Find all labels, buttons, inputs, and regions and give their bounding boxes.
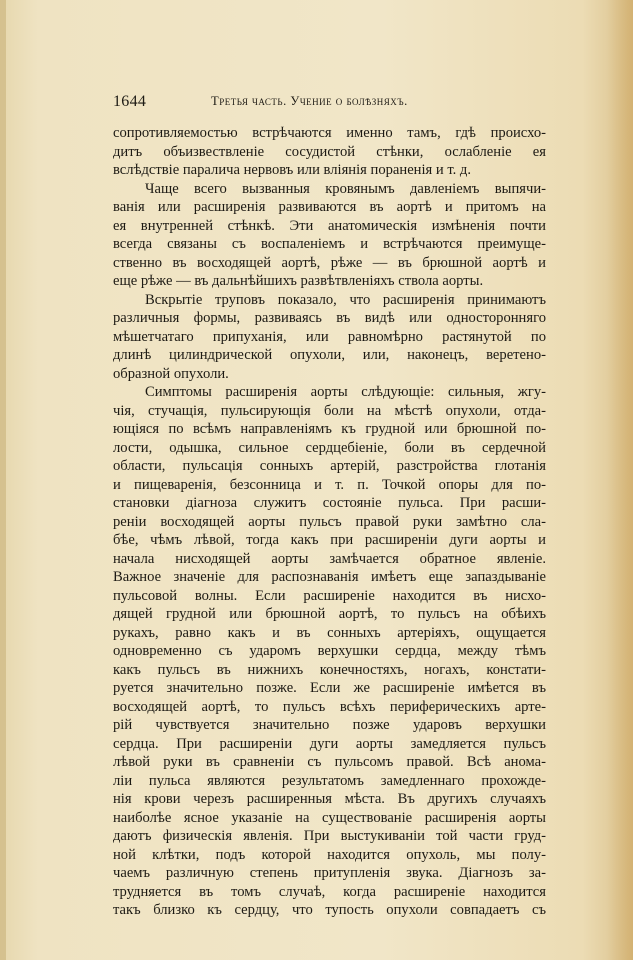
text-line: Чаще всего вызванныя кровянымъ давленіемъ выпячи- [145,180,546,197]
text-line: ліи пульса являются результатомъ замедленнаго прохожде- [113,772,546,789]
text-line: вслѣдствіе паралича нервовъ или вліянія пораненія и т. д. [113,162,472,178]
text-line: различныя формы, развиваясь въ видѣ или односторонняго [113,310,546,326]
text-line: бѣе, чѣмъ лѣвой, тогда какъ при расширеніи дуги аорты и [113,532,546,548]
text-line: восходящей аортѣ, то пульсъ всѣхъ периферическихъ арте- [113,698,546,715]
text-line: сердца. При расширеніи дуги аорты замедляется пульсъ [113,735,546,752]
text-line: лѣвой руки въ сравненіи съ пульсомъ правой. Всѣ анома- [113,754,546,770]
text-line: наиболѣе ясное указаніе на существованіе расширенія аорты [113,809,546,826]
text-line: еще рѣже — въ дальнѣйшихъ развѣтвленіяхъ ствола аорты. [113,273,484,289]
text-line: Симптомы расширенія аорты слѣдующіе: сильныя, жгу- [145,384,546,400]
text-line: пульсовой волны. Если расширеніе находится въ нисхо- [113,587,546,604]
text-line: Вскрытіе труповъ показало, что расширенія принимаютъ [145,291,546,308]
text-line: нія крови черезъ расширенныя мѣста. Въ другихъ случаяхъ [113,791,546,807]
running-title: Третья часть. Учение о болѣзняхъ. [211,94,408,108]
text-line: реніи восходящей аорты пульсъ правой руки замѣтно сла- [113,513,546,530]
text-line: ванія или расширенія развиваются въ аортѣ и притомъ на [113,199,546,215]
text-line: начала нисходящей аорты замѣчается обратное явленіе. [113,550,546,567]
text-line: становки діагноза служитъ состояніе пульса. При расши- [113,495,546,511]
text-line: длинѣ цилиндрической опухоли, или, наконецъ, веретено- [113,347,546,363]
text-line: сопротивляемостью встрѣчаются именно тамъ, гдѣ происхо- [113,125,546,141]
text-line: какъ пульсъ въ нижнихъ конечностяхъ, ногахъ, констати- [113,661,546,678]
text-line: руется значительно позже. Если же расширеніе имѣется въ [113,680,546,696]
text-line: области, пульсація сонныхъ артерій, разстройства глотанія [113,458,546,474]
text-line: дящей грудной или брюшной аортѣ, то пульсъ на обѣихъ [113,606,546,622]
text-line: трудняется въ томъ случаѣ, когда расширеніе находится [113,883,546,900]
text-line: ной клѣтки, подъ которой находится опухоль, мы полу- [113,846,546,863]
text-line: мѣшетчатаго припуханія, или равномѣрно растянутой по [113,328,546,345]
text-line: дитъ объизвествленіе сосудистой стѣнки, ослабленіе ея [113,143,546,160]
text-line: ея внутренней стѣнкѣ. Эти анатомическія измѣненія почти [113,217,546,234]
text-line: образной опухоли. [113,365,229,382]
text-line: ственно въ восходящей аортѣ, рѣже — въ брюшной аортѣ и [113,254,546,271]
page-number: 1644 [113,93,147,110]
text-line: чія, стучащія, пульсирующія боли на мѣстѣ опухоли, отда- [113,402,546,419]
text-line: даютъ физическія явленія. При выстукиваніи той части груд- [113,828,546,844]
text-line: и пищеваренія, безсонница и т. п. Точкой опоры для по- [113,476,546,493]
text-line: лости, одышка, сильное сердцебіеніе, боли въ сердечной [113,439,546,456]
body-text [113,124,546,920]
text-line: Важное значеніе для распознаванія имѣетъ еще запаздываніе [113,569,546,585]
text-line: чаемъ различную степень притупленія звука. Діагнозъ за- [113,865,546,881]
text-line: такъ близко къ сердцу, что тупость опухоли совпадаетъ съ [113,902,546,918]
text-line: одновременно съ ударомъ верхушки сердца, между тѣмъ [113,643,546,659]
text-line: рій чувствуется значительно позже ударовъ верхушки [113,717,546,733]
page-edge-left [0,0,6,960]
page-header [113,93,546,115]
page-edge-right [607,0,633,960]
text-line: ющіяся по всѣмъ направленіямъ къ грудной или брюшной по- [113,421,546,437]
text-line: всегда связаны съ воспаленіемъ и встрѣчаются преимуще- [113,236,546,252]
text-line: рукахъ, равно какъ и въ сонныхъ артеріяхъ, ощущается [113,624,546,641]
